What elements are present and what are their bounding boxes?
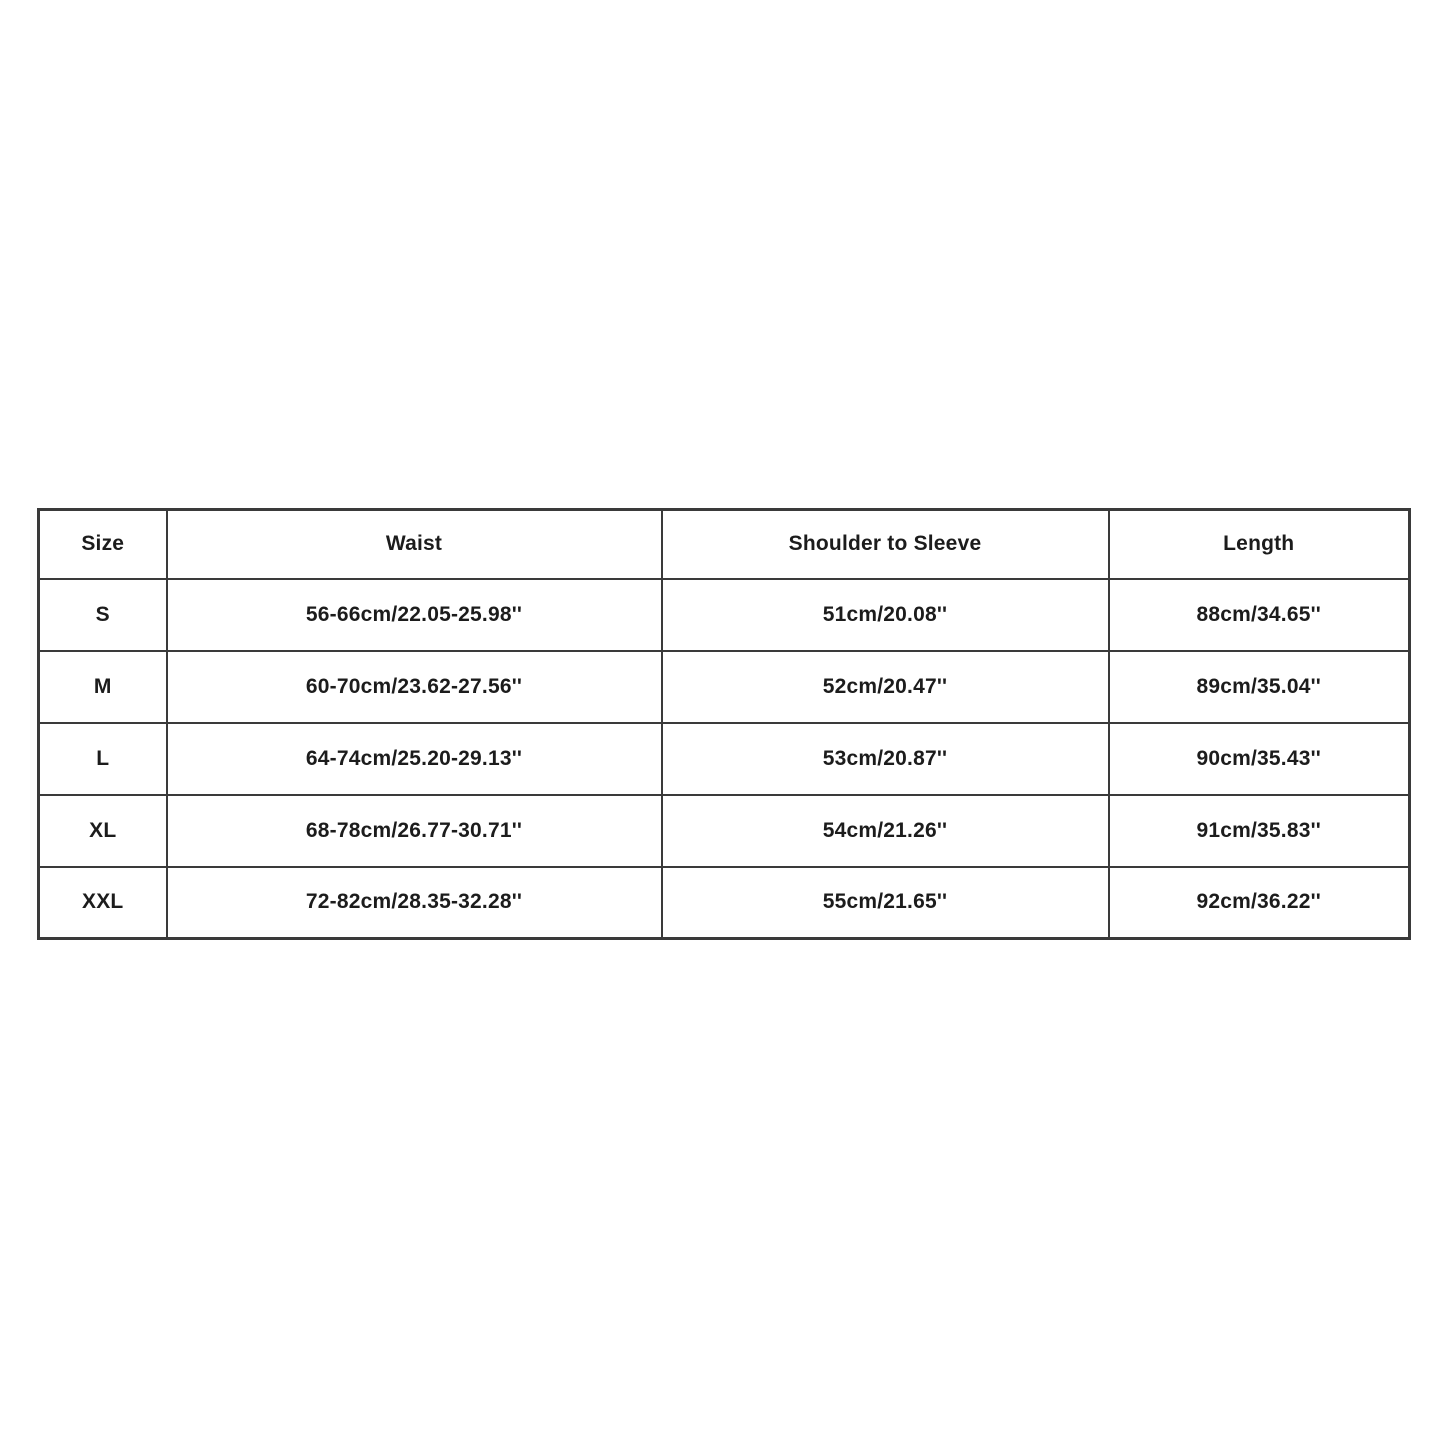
table-row-l [39,723,1410,795]
length-cell: 92cm/36.22'' [1109,867,1410,939]
table-row-m [39,651,1410,723]
size-cell: L [39,723,167,795]
shoulder-to-sleeve-cell: 55cm/21.65'' [662,867,1109,939]
shoulder-to-sleeve-cell: 53cm/20.87'' [662,723,1109,795]
header-waist: Waist [167,510,662,579]
waist-cell: 60-70cm/23.62-27.56'' [167,651,662,723]
waist-cell: 56-66cm/22.05-25.98'' [167,579,662,651]
length-cell: 89cm/35.04'' [1109,651,1410,723]
shoulder-to-sleeve-cell: 52cm/20.47'' [662,651,1109,723]
size-cell: S [39,579,167,651]
size-cell: XXL [39,867,167,939]
length-cell: 91cm/35.83'' [1109,795,1410,867]
waist-cell: 64-74cm/25.20-29.13'' [167,723,662,795]
size-chart-table [37,508,1411,940]
table-row-xl [39,795,1410,867]
length-cell: 88cm/34.65'' [1109,579,1410,651]
waist-cell: 68-78cm/26.77-30.71'' [167,795,662,867]
size-cell: M [39,651,167,723]
waist-cell: 72-82cm/28.35-32.28'' [167,867,662,939]
header-size: Size [39,510,167,579]
table-row-s [39,579,1410,651]
header-shoulder-to-sleeve: Shoulder to Sleeve [662,510,1109,579]
header-row [39,510,1410,579]
table-row-xxl [39,867,1410,939]
header-length: Length [1109,510,1410,579]
length-cell: 90cm/35.43'' [1109,723,1410,795]
shoulder-to-sleeve-cell: 51cm/20.08'' [662,579,1109,651]
shoulder-to-sleeve-cell: 54cm/21.26'' [662,795,1109,867]
size-cell: XL [39,795,167,867]
